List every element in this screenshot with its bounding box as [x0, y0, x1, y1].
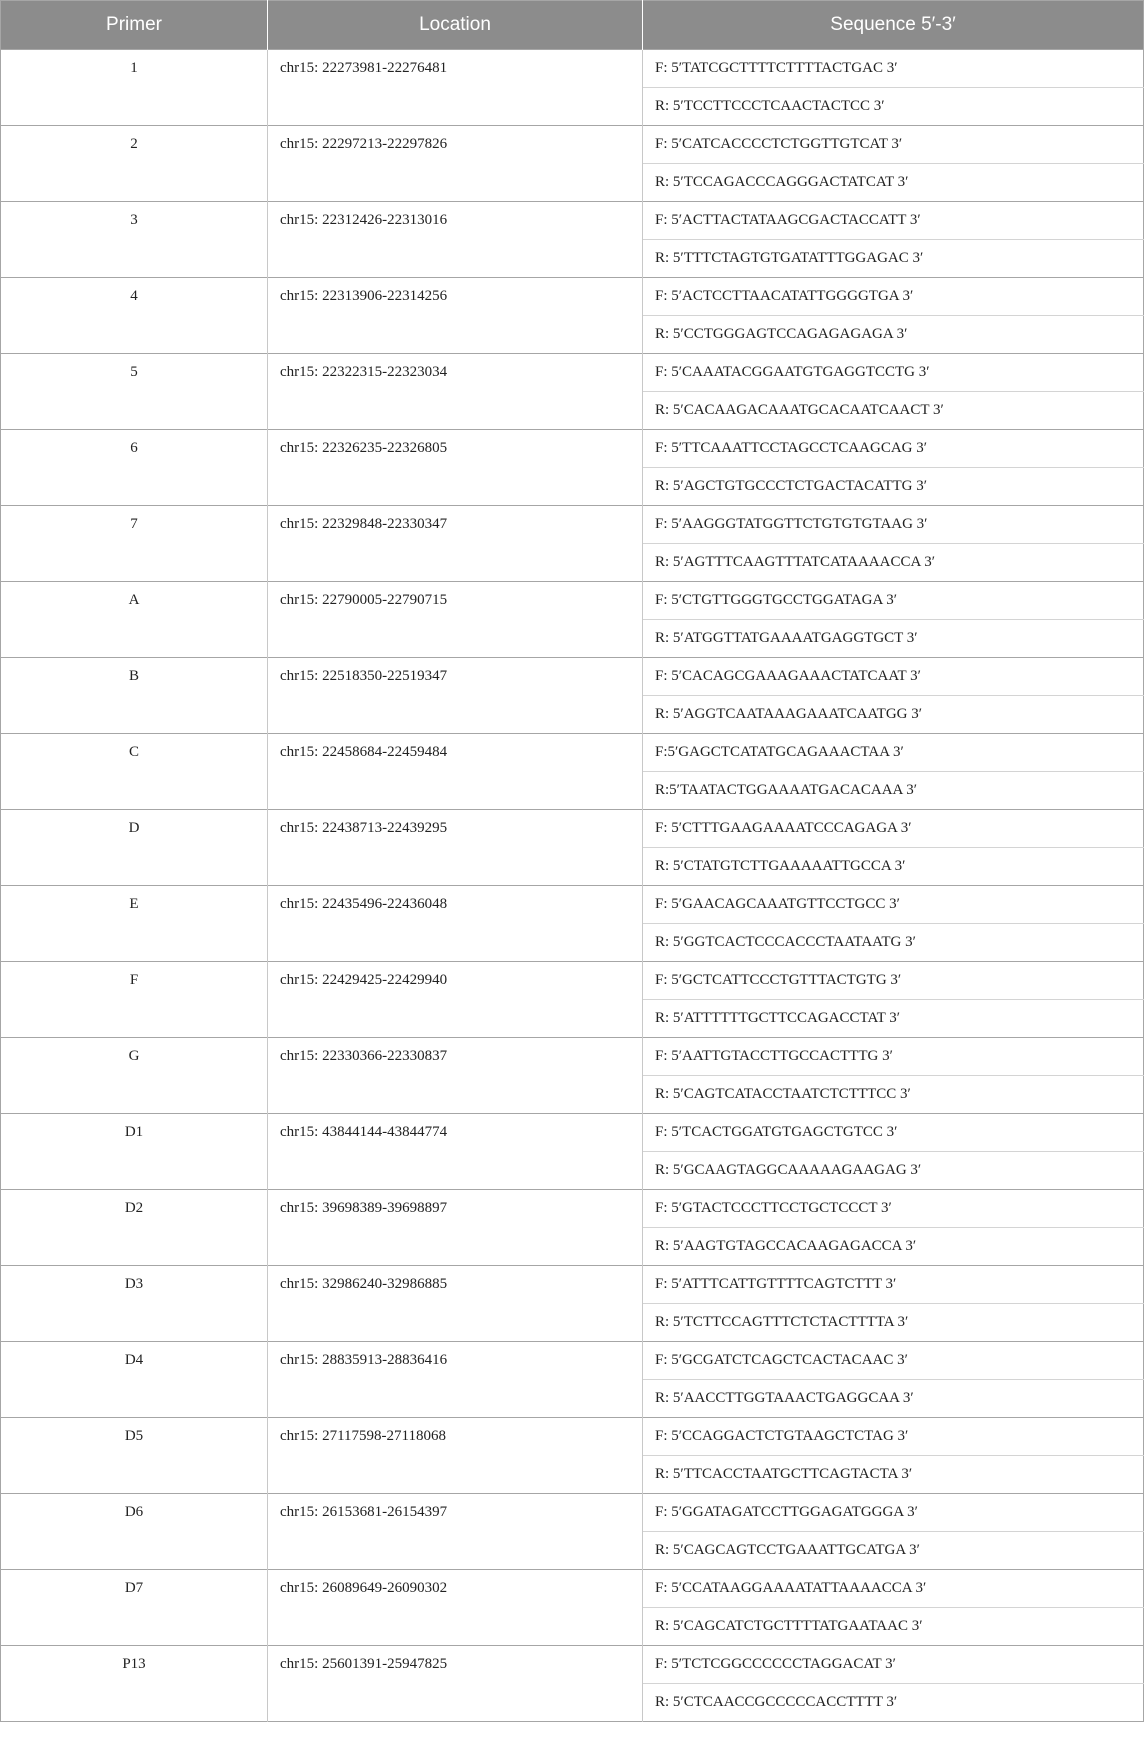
location-cell: chr15: 22435496-22436048: [268, 886, 643, 962]
primer-cell: D6: [1, 1494, 268, 1570]
reverse-sequence-cell: R: 5′CAGCAGTCCTGAAATTGCATGA 3′: [643, 1532, 1144, 1570]
primer-cell: G: [1, 1038, 268, 1114]
primer-cell: 3: [1, 202, 268, 278]
table-row: [1, 1494, 1144, 1532]
location-cell: chr15: 22518350-22519347: [268, 658, 643, 734]
forward-sequence-cell: F: 5′CTGTTGGGTGCCTGGATAGA 3′: [643, 582, 1144, 620]
location-cell: chr15: 22458684-22459484: [268, 734, 643, 810]
table-row: [1, 278, 1144, 316]
forward-sequence-cell: F: 5′GCGATCTCAGCTCACTACAAC 3′: [643, 1342, 1144, 1380]
reverse-sequence-cell: R: 5′CTATGTCTTGAAAAATTGCCA 3′: [643, 848, 1144, 886]
location-cell: chr15: 22273981-22276481: [268, 50, 643, 126]
reverse-sequence-cell: R: 5′TCTTCCAGTTTCTCTACTTTTA 3′: [643, 1304, 1144, 1342]
header-primer: Primer: [1, 1, 268, 50]
location-cell: chr15: 22326235-22326805: [268, 430, 643, 506]
primer-cell: D5: [1, 1418, 268, 1494]
primer-cell: 7: [1, 506, 268, 582]
location-cell: chr15: 22330366-22330837: [268, 1038, 643, 1114]
reverse-sequence-cell: R: 5′ATGGTTATGAAAATGAGGTGCT 3′: [643, 620, 1144, 658]
reverse-sequence-cell: R: 5′TTTCTAGTGTGATATTTGGAGAC 3′: [643, 240, 1144, 278]
table-row: [1, 202, 1144, 240]
forward-sequence-cell: F: 5′TATCGCTTTTCTTTTACTGAC 3′: [643, 50, 1144, 88]
location-cell: chr15: 32986240-32986885: [268, 1266, 643, 1342]
forward-sequence-cell: F: 5′TTCAAATTCCTAGCCTCAAGCAG 3′: [643, 430, 1144, 468]
location-cell: chr15: 43844144-43844774: [268, 1114, 643, 1190]
location-cell: chr15: 22790005-22790715: [268, 582, 643, 658]
forward-sequence-cell: F: 5′CACAGCGAAAGAAACTATCAAT 3′: [643, 658, 1144, 696]
forward-sequence-cell: F: 5′CCAGGACTCTGTAAGCTCTAG 3′: [643, 1418, 1144, 1456]
table-row: [1, 582, 1144, 620]
reverse-sequence-cell: R: 5′AACCTTGGTAAACTGAGGCAA 3′: [643, 1380, 1144, 1418]
location-cell: chr15: 25601391-25947825: [268, 1646, 643, 1722]
table-row: [1, 50, 1144, 88]
forward-sequence-cell: F: 5′ATTTCATTGTTTTCAGTCTTT 3′: [643, 1266, 1144, 1304]
table-row: [1, 658, 1144, 696]
forward-sequence-cell: F: 5′CTTTGAAGAAAATCCCAGAGA 3′: [643, 810, 1144, 848]
primer-cell: 1: [1, 50, 268, 126]
table-row: [1, 886, 1144, 924]
location-cell: chr15: 22429425-22429940: [268, 962, 643, 1038]
reverse-sequence-cell: R: 5′CCTGGGAGTCCAGAGAGAGA 3′: [643, 316, 1144, 354]
reverse-sequence-cell: R: 5′TTCACCTAATGCTTCAGTACTA 3′: [643, 1456, 1144, 1494]
table-row: [1, 734, 1144, 772]
location-cell: chr15: 28835913-28836416: [268, 1342, 643, 1418]
table-row: [1, 1570, 1144, 1608]
table-header: [1, 1, 1144, 50]
table-row: [1, 506, 1144, 544]
table-row: [1, 1418, 1144, 1456]
forward-sequence-cell: F:5′GAGCTCATATGCAGAAACTAA 3′: [643, 734, 1144, 772]
location-cell: chr15: 22438713-22439295: [268, 810, 643, 886]
primer-cell: D4: [1, 1342, 268, 1418]
primer-cell: B: [1, 658, 268, 734]
table-row: [1, 1190, 1144, 1228]
reverse-sequence-cell: R: 5′AGTTTCAAGTTTATCATAAAACCA 3′: [643, 544, 1144, 582]
forward-sequence-cell: F: 5′ACTCCTTAACATATTGGGGTGA 3′: [643, 278, 1144, 316]
reverse-sequence-cell: R: 5′CTCAACCGCCCCCACCTTTT 3′: [643, 1684, 1144, 1722]
primer-cell: 6: [1, 430, 268, 506]
reverse-sequence-cell: R: 5′TCCAGACCCAGGGACTATCAT 3′: [643, 164, 1144, 202]
location-cell: chr15: 22313906-22314256: [268, 278, 643, 354]
table-body: [1, 50, 1144, 1722]
primer-cell: P13: [1, 1646, 268, 1722]
table-row: [1, 126, 1144, 164]
forward-sequence-cell: F: 5′ACTTACTATAAGCGACTACCATT 3′: [643, 202, 1144, 240]
table-row: [1, 1114, 1144, 1152]
table-row: [1, 1038, 1144, 1076]
reverse-sequence-cell: R: 5′CAGTCATACCTAATCTCTTTCC 3′: [643, 1076, 1144, 1114]
forward-sequence-cell: F: 5′GCTCATTCCCTGTTTACTGTG 3′: [643, 962, 1144, 1000]
reverse-sequence-cell: R: 5′AGCTGTGCCCTCTGACTACATTG 3′: [643, 468, 1144, 506]
primer-cell: E: [1, 886, 268, 962]
location-cell: chr15: 22329848-22330347: [268, 506, 643, 582]
primer-cell: A: [1, 582, 268, 658]
table-row: [1, 1646, 1144, 1684]
location-cell: chr15: 27117598-27118068: [268, 1418, 643, 1494]
primer-cell: D3: [1, 1266, 268, 1342]
location-cell: chr15: 26089649-26090302: [268, 1570, 643, 1646]
reverse-sequence-cell: R: 5′CACAAGACAAATGCACAATCAACT 3′: [643, 392, 1144, 430]
forward-sequence-cell: F: 5′TCTCGGCCCCCCTAGGACAT 3′: [643, 1646, 1144, 1684]
location-cell: chr15: 22322315-22323034: [268, 354, 643, 430]
forward-sequence-cell: F: 5′CCATAAGGAAAATATTAAAACCA 3′: [643, 1570, 1144, 1608]
reverse-sequence-cell: R: 5′CAGCATCTGCTTTTATGAATAAC 3′: [643, 1608, 1144, 1646]
forward-sequence-cell: F: 5′AAGGGTATGGTTCTGTGTGTAAG 3′: [643, 506, 1144, 544]
location-cell: chr15: 22312426-22313016: [268, 202, 643, 278]
forward-sequence-cell: F: 5′AATTGTACCTTGCCACTTTG 3′: [643, 1038, 1144, 1076]
primer-cell: D2: [1, 1190, 268, 1266]
primer-cell: C: [1, 734, 268, 810]
table-row: [1, 1266, 1144, 1304]
primer-cell: 4: [1, 278, 268, 354]
reverse-sequence-cell: R: 5′TCCTTCCCTCAACTACTCC 3′: [643, 88, 1144, 126]
header-location: Location: [268, 1, 643, 50]
header-sequence: Sequence 5′-3′: [643, 1, 1144, 50]
primer-cell: D: [1, 810, 268, 886]
forward-sequence-cell: F: 5′CAAATACGGAATGTGAGGTCCTG 3′: [643, 354, 1144, 392]
forward-sequence-cell: F: 5′TCACTGGATGTGAGCTGTCC 3′: [643, 1114, 1144, 1152]
location-cell: chr15: 26153681-26154397: [268, 1494, 643, 1570]
table-row: [1, 810, 1144, 848]
table-row: [1, 430, 1144, 468]
location-cell: chr15: 22297213-22297826: [268, 126, 643, 202]
reverse-sequence-cell: R: 5′GCAAGTAGGCAAAAAGAAGAG 3′: [643, 1152, 1144, 1190]
primer-cell: 5: [1, 354, 268, 430]
table-row: [1, 1342, 1144, 1380]
primer-cell: 2: [1, 126, 268, 202]
forward-sequence-cell: F: 5′GAACAGCAAATGTTCCTGCC 3′: [643, 886, 1144, 924]
forward-sequence-cell: F: 5′GTACTCCCTTCCTGCTCCCT 3′: [643, 1190, 1144, 1228]
primer-cell: F: [1, 962, 268, 1038]
forward-sequence-cell: F: 5′CATCACCCCTCTGGTTGTCAT 3′: [643, 126, 1144, 164]
primer-cell: D7: [1, 1570, 268, 1646]
table-row: [1, 962, 1144, 1000]
reverse-sequence-cell: R:5′TAATACTGGAAAATGACACAAA 3′: [643, 772, 1144, 810]
table-row: [1, 354, 1144, 392]
reverse-sequence-cell: R: 5′ATTTTTTGCTTCCAGACCTAT 3′: [643, 1000, 1144, 1038]
forward-sequence-cell: F: 5′GGATAGATCCTTGGAGATGGGA 3′: [643, 1494, 1144, 1532]
location-cell: chr15: 39698389-39698897: [268, 1190, 643, 1266]
primer-cell: D1: [1, 1114, 268, 1190]
reverse-sequence-cell: R: 5′AAGTGTAGCCACAAGAGACCA 3′: [643, 1228, 1144, 1266]
reverse-sequence-cell: R: 5′AGGTCAATAAAGAAATCAATGG 3′: [643, 696, 1144, 734]
reverse-sequence-cell: R: 5′GGTCACTCCCACCCTAATAATG 3′: [643, 924, 1144, 962]
